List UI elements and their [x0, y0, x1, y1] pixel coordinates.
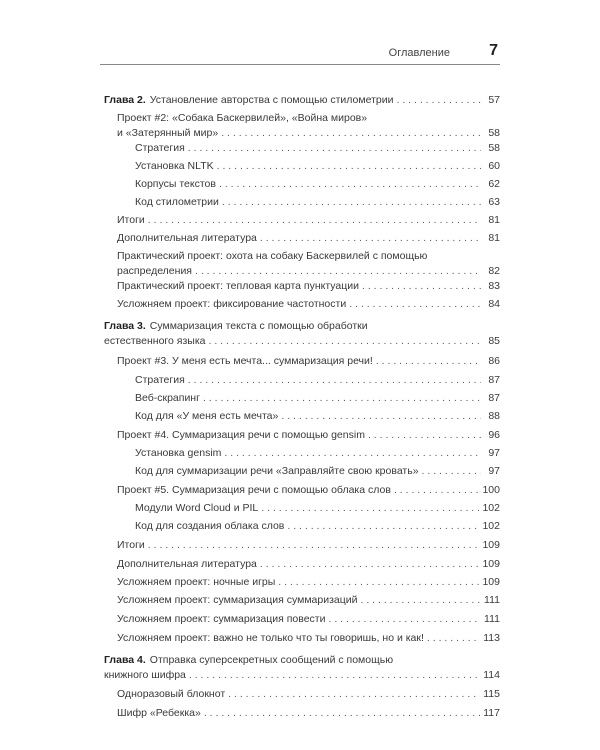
entry-title: Практический проект: охота на собаку Баскервилей с помощью: [117, 250, 428, 262]
chapter-label: Глава 3.: [104, 320, 146, 332]
toc-subsection-entry[interactable]: [104, 195, 500, 210]
entry-title: Веб-скрапинг: [135, 392, 200, 404]
entry-title: Код для создания облака слов: [135, 520, 285, 532]
dot-leader: [349, 297, 481, 312]
entry-line: [135, 195, 500, 210]
toc-section-entry[interactable]: [104, 297, 500, 312]
toc-subsection-entry[interactable]: [104, 391, 500, 406]
dot-leader: [422, 464, 481, 479]
dot-leader: [228, 687, 480, 702]
entry-page-number: 117: [483, 707, 500, 719]
entry-title: книжного шифра: [104, 669, 186, 681]
entry-line: [104, 334, 500, 349]
entry-title: Дополнительная литература: [117, 232, 257, 244]
entry-page-number: 96: [488, 429, 500, 441]
dot-leader: [260, 557, 480, 572]
dot-leader: [219, 177, 481, 192]
toc-section-entry[interactable]: [104, 354, 500, 369]
entry-title: Усложняем проект: ночные игры: [117, 576, 276, 588]
entry-page-number: 84: [488, 298, 500, 310]
entry-page-number: 57: [488, 94, 500, 106]
toc-subsection-entry[interactable]: [104, 373, 500, 388]
entry-line: [135, 391, 500, 406]
toc-subsection-entry[interactable]: [104, 519, 500, 534]
entry-line: [117, 354, 500, 369]
toc-subsection-entry[interactable]: [104, 464, 500, 479]
entry-page-number: 62: [488, 178, 500, 190]
entry-line: [104, 668, 500, 683]
toc-chapter-entry[interactable]: [104, 653, 500, 683]
entry-line: [117, 557, 500, 572]
toc-subsection-entry[interactable]: [104, 501, 500, 516]
entry-title: Шифр «Ребекка»: [117, 707, 201, 719]
toc-subsection-entry[interactable]: [104, 159, 500, 174]
dot-leader: [261, 501, 479, 516]
entry-line: [104, 319, 500, 334]
entry-page-number: 85: [488, 335, 500, 347]
entry-line: [135, 519, 500, 534]
entry-page-number: 115: [483, 688, 500, 700]
entry-line: [117, 126, 500, 141]
toc-section-entry[interactable]: [104, 249, 500, 279]
dot-leader: [278, 575, 479, 590]
entry-line: [117, 231, 500, 246]
entry-line: [135, 501, 500, 516]
entry-line: [135, 159, 500, 174]
entry-line: [135, 446, 500, 461]
toc-chapter-entry[interactable]: [104, 319, 500, 349]
entry-page-number: 114: [483, 669, 500, 681]
dot-leader: [260, 231, 481, 246]
dot-leader: [396, 93, 481, 108]
header-rule: [100, 64, 500, 65]
toc-subsection-entry[interactable]: [104, 409, 500, 424]
dot-leader: [376, 354, 481, 369]
dot-leader: [281, 409, 481, 424]
entry-page-number: 82: [488, 265, 500, 277]
entry-title: Отправка суперсекретных сообщений с помощью: [149, 654, 394, 666]
dot-leader: [221, 126, 481, 141]
dot-leader: [394, 483, 480, 498]
entry-title: Проект #5. Суммаризация речи с помощью облака слов: [117, 484, 391, 496]
dot-leader: [208, 334, 481, 349]
entry-title: Итоги: [117, 539, 145, 551]
toc-subsection-entry[interactable]: [104, 446, 500, 461]
chapter-label: Глава 4.: [104, 654, 146, 666]
dot-leader: [204, 706, 480, 721]
toc-section-entry[interactable]: [104, 483, 500, 498]
entry-line: [135, 373, 500, 388]
entry-title: Проект #4. Суммаризация речи с помощью gensim: [117, 429, 365, 441]
entry-title: Код для суммаризации речи «Заправляйте свою кровать»: [135, 465, 419, 477]
dot-leader: [287, 519, 479, 534]
entry-line: [135, 464, 500, 479]
entry-line: [117, 687, 500, 702]
entry-title: распределения: [117, 265, 192, 277]
entry-page-number: 97: [488, 447, 500, 459]
header-title: Оглавление: [388, 47, 450, 59]
toc-section-entry[interactable]: [104, 557, 500, 572]
entry-line: [117, 483, 500, 498]
toc-section-entry[interactable]: [104, 687, 500, 702]
entry-line: [117, 631, 500, 646]
entry-line: [117, 706, 500, 721]
entry-page-number: 109: [482, 558, 500, 570]
entry-title: Усложняем проект: важно не только что ты говоришь, но и как!: [117, 632, 424, 644]
entry-title: Дополнительная литература: [117, 558, 257, 570]
dot-leader: [148, 213, 481, 228]
dot-leader: [427, 631, 480, 646]
entry-page-number: 81: [488, 214, 500, 226]
toc-section-entry[interactable]: [104, 612, 500, 627]
entry-page-number: 111: [484, 594, 500, 606]
entry-page-number: 83: [488, 280, 500, 292]
entry-title: Суммаризация текста с помощью обработки: [149, 320, 368, 332]
entry-line: [104, 653, 500, 668]
toc-section-entry[interactable]: [104, 575, 500, 590]
entry-line: [117, 297, 500, 312]
entry-title: Код для «У меня есть мечта»: [135, 410, 279, 422]
entry-page-number: 58: [488, 142, 500, 154]
toc-section-entry[interactable]: [104, 213, 500, 228]
entry-page-number: 109: [482, 576, 500, 588]
dot-leader: [189, 668, 480, 683]
entry-title: Стратегия: [135, 374, 185, 386]
chapter-label: Глава 2.: [104, 94, 146, 106]
entry-line: [135, 141, 500, 156]
entry-title: Усложняем проект: суммаризация повести: [117, 613, 326, 625]
entry-title: Итоги: [117, 214, 145, 226]
dot-leader: [195, 264, 481, 279]
entry-page-number: 113: [483, 632, 500, 644]
entry-line: [117, 264, 500, 279]
toc-section-entry[interactable]: [104, 593, 500, 608]
entry-line: [117, 428, 500, 443]
dot-leader: [203, 391, 481, 406]
entry-page-number: 100: [482, 484, 500, 496]
entry-title: Установка gensim: [135, 447, 222, 459]
entry-page-number: 111: [484, 613, 500, 625]
entry-line: [117, 213, 500, 228]
entry-page-number: 102: [482, 502, 500, 514]
entry-line: [104, 93, 500, 108]
entry-title: Проект #3. У меня есть мечта... суммаризация речи!: [117, 355, 373, 367]
entry-title: Модули Word Cloud и PIL: [135, 502, 259, 514]
dot-leader: [188, 373, 481, 388]
entry-line: [117, 575, 500, 590]
entry-title: Одноразовый блокнот: [117, 688, 226, 700]
entry-title: Стратегия: [135, 142, 185, 154]
entry-title: Установление авторства с помощью стилометрии: [149, 94, 394, 106]
entry-page-number: 63: [488, 196, 500, 208]
toc-subsection-entry[interactable]: [104, 177, 500, 192]
table-of-contents: [104, 93, 500, 721]
toc-section-entry[interactable]: [104, 428, 500, 443]
entry-line: [135, 177, 500, 192]
entry-title: Проект #2: «Собака Баскервилей», «Война миров»: [117, 112, 368, 124]
toc-section-entry[interactable]: [104, 231, 500, 246]
toc-section-entry[interactable]: [104, 706, 500, 721]
entry-page-number: 109: [482, 539, 500, 551]
toc-section-entry[interactable]: [104, 111, 500, 141]
entry-line: [117, 249, 500, 264]
dot-leader: [361, 593, 482, 608]
dot-leader: [328, 612, 481, 627]
dot-leader: [368, 428, 481, 443]
entry-line: [117, 538, 500, 553]
entry-title: Код стилометрии: [135, 196, 219, 208]
entry-page-number: 102: [482, 520, 500, 532]
toc-section-entry[interactable]: [104, 279, 500, 294]
entry-line: [117, 111, 500, 126]
entry-page-number: 58: [488, 127, 500, 139]
entry-title: Усложняем проект: фиксирование частотности: [117, 298, 347, 310]
entry-page-number: 88: [488, 410, 500, 422]
dot-leader: [188, 141, 481, 156]
entry-line: [135, 409, 500, 424]
entry-line: [117, 279, 500, 294]
entry-title: Усложняем проект: суммаризация суммаризаций: [117, 594, 358, 606]
dot-leader: [362, 279, 481, 294]
entry-title: естественного языка: [104, 335, 206, 347]
entry-line: [117, 593, 500, 608]
toc-section-entry[interactable]: [104, 631, 500, 646]
entry-page-number: 87: [488, 374, 500, 386]
entry-page-number: 60: [488, 160, 500, 172]
dot-leader: [217, 159, 481, 174]
entry-title: Корпусы текстов: [135, 178, 216, 190]
entry-page-number: 97: [488, 465, 500, 477]
toc-subsection-entry[interactable]: [104, 141, 500, 156]
page-number: 7: [489, 42, 498, 59]
dot-leader: [222, 195, 481, 210]
dot-leader: [148, 538, 480, 553]
entry-title: Установка NLTK: [135, 160, 214, 172]
entry-page-number: 87: [488, 392, 500, 404]
entry-page-number: 86: [488, 355, 500, 367]
toc-chapter-entry[interactable]: [104, 93, 500, 108]
entry-line: [117, 612, 500, 627]
dot-leader: [224, 446, 481, 461]
entry-title: Практический проект: тепловая карта пунктуации: [117, 280, 359, 292]
entry-page-number: 81: [488, 232, 500, 244]
toc-section-entry[interactable]: [104, 538, 500, 553]
entry-title: и «Затерянный мир»: [117, 127, 219, 139]
